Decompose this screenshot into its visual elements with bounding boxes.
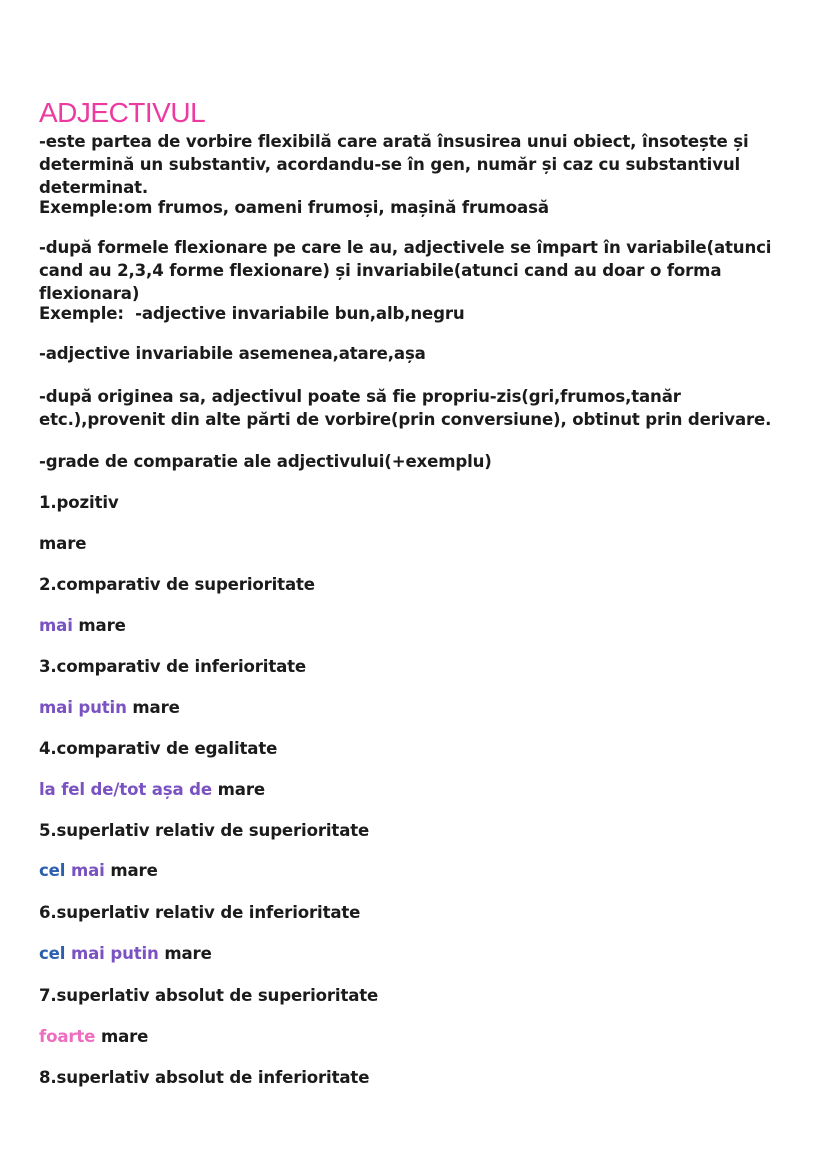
degree-label: 2.comparativ de superioritate: [39, 575, 315, 594]
degree-example: [39, 532, 799, 555]
origin-paragraph: -după originea sa, adjectivul poate să fie propriu-zis(gri,frumos,tanăr etc.),provenit din alte părti de vorbire(prin conversiune), obtinut prin derivare.: [39, 387, 772, 429]
degree-example: [39, 1025, 799, 1048]
invariable-examples-paragraph: Exemple: -adjective invariabile bun,alb,negru: [39, 304, 465, 323]
degree-label: 5.superlativ relativ de superioritate: [39, 821, 370, 840]
example-base-word: mare: [132, 698, 180, 717]
example-modifier-pink: foarte: [39, 1027, 96, 1046]
degree-example: [39, 942, 799, 965]
definition-paragraph: -este partea de vorbire flexibilă care arată însusirea unui obiect, însotește și determină un substantiv, acordandu-se în gen, număr și caz cu substantivul determinat.: [39, 132, 749, 197]
example-base-word: mare: [39, 534, 87, 553]
example-modifier-purple: mai putin: [39, 698, 127, 717]
example-modifier-purple: mai: [70, 861, 105, 880]
example-base-word: mare: [164, 944, 212, 963]
degree-label: 7.superlativ absolut de superioritate: [39, 986, 379, 1005]
degrees-heading: -grade de comparatie ale adjectivului(+exemplu): [39, 452, 492, 471]
degree-label: 1.pozitiv: [39, 493, 119, 512]
example-base-word: mare: [110, 861, 158, 880]
degree-example: [39, 696, 799, 719]
example-modifier-purple: mai putin: [70, 944, 159, 963]
degree-label: 6.superlativ relativ de inferioritate: [39, 903, 361, 922]
example-base-word: mare: [217, 780, 265, 799]
flexion-paragraph: -după formele flexionare pe care le au, adjectivele se împart în variabile(atunci cand au 2,3,4 forme flexionare) și invariabile(atunci cand au doar o forma flexionara): [39, 238, 772, 303]
example-modifier-purple: la fel de/tot așa de: [39, 780, 213, 799]
degree-example: [39, 778, 799, 801]
examples-paragraph: Exemple:om frumos, oameni frumoși, mașină frumoasă: [39, 198, 549, 217]
example-base-word: mare: [100, 1027, 149, 1046]
degree-label: 3.comparativ de inferioritate: [39, 657, 307, 676]
example-modifier-blue: cel: [39, 861, 66, 880]
example-modifier-purple: mai: [39, 616, 73, 635]
invariable-list-paragraph: -adjective invariabile asemenea,atare,așa: [39, 344, 426, 363]
degree-example: [39, 614, 799, 637]
degree-example: [39, 859, 799, 882]
example-modifier-blue: cel: [39, 944, 66, 963]
page-title: ADJECTIVUL: [39, 96, 206, 128]
example-base-word: mare: [78, 616, 126, 635]
degree-label: 8.superlativ absolut de inferioritate: [39, 1068, 370, 1087]
degree-label: 4.comparativ de egalitate: [39, 739, 278, 758]
